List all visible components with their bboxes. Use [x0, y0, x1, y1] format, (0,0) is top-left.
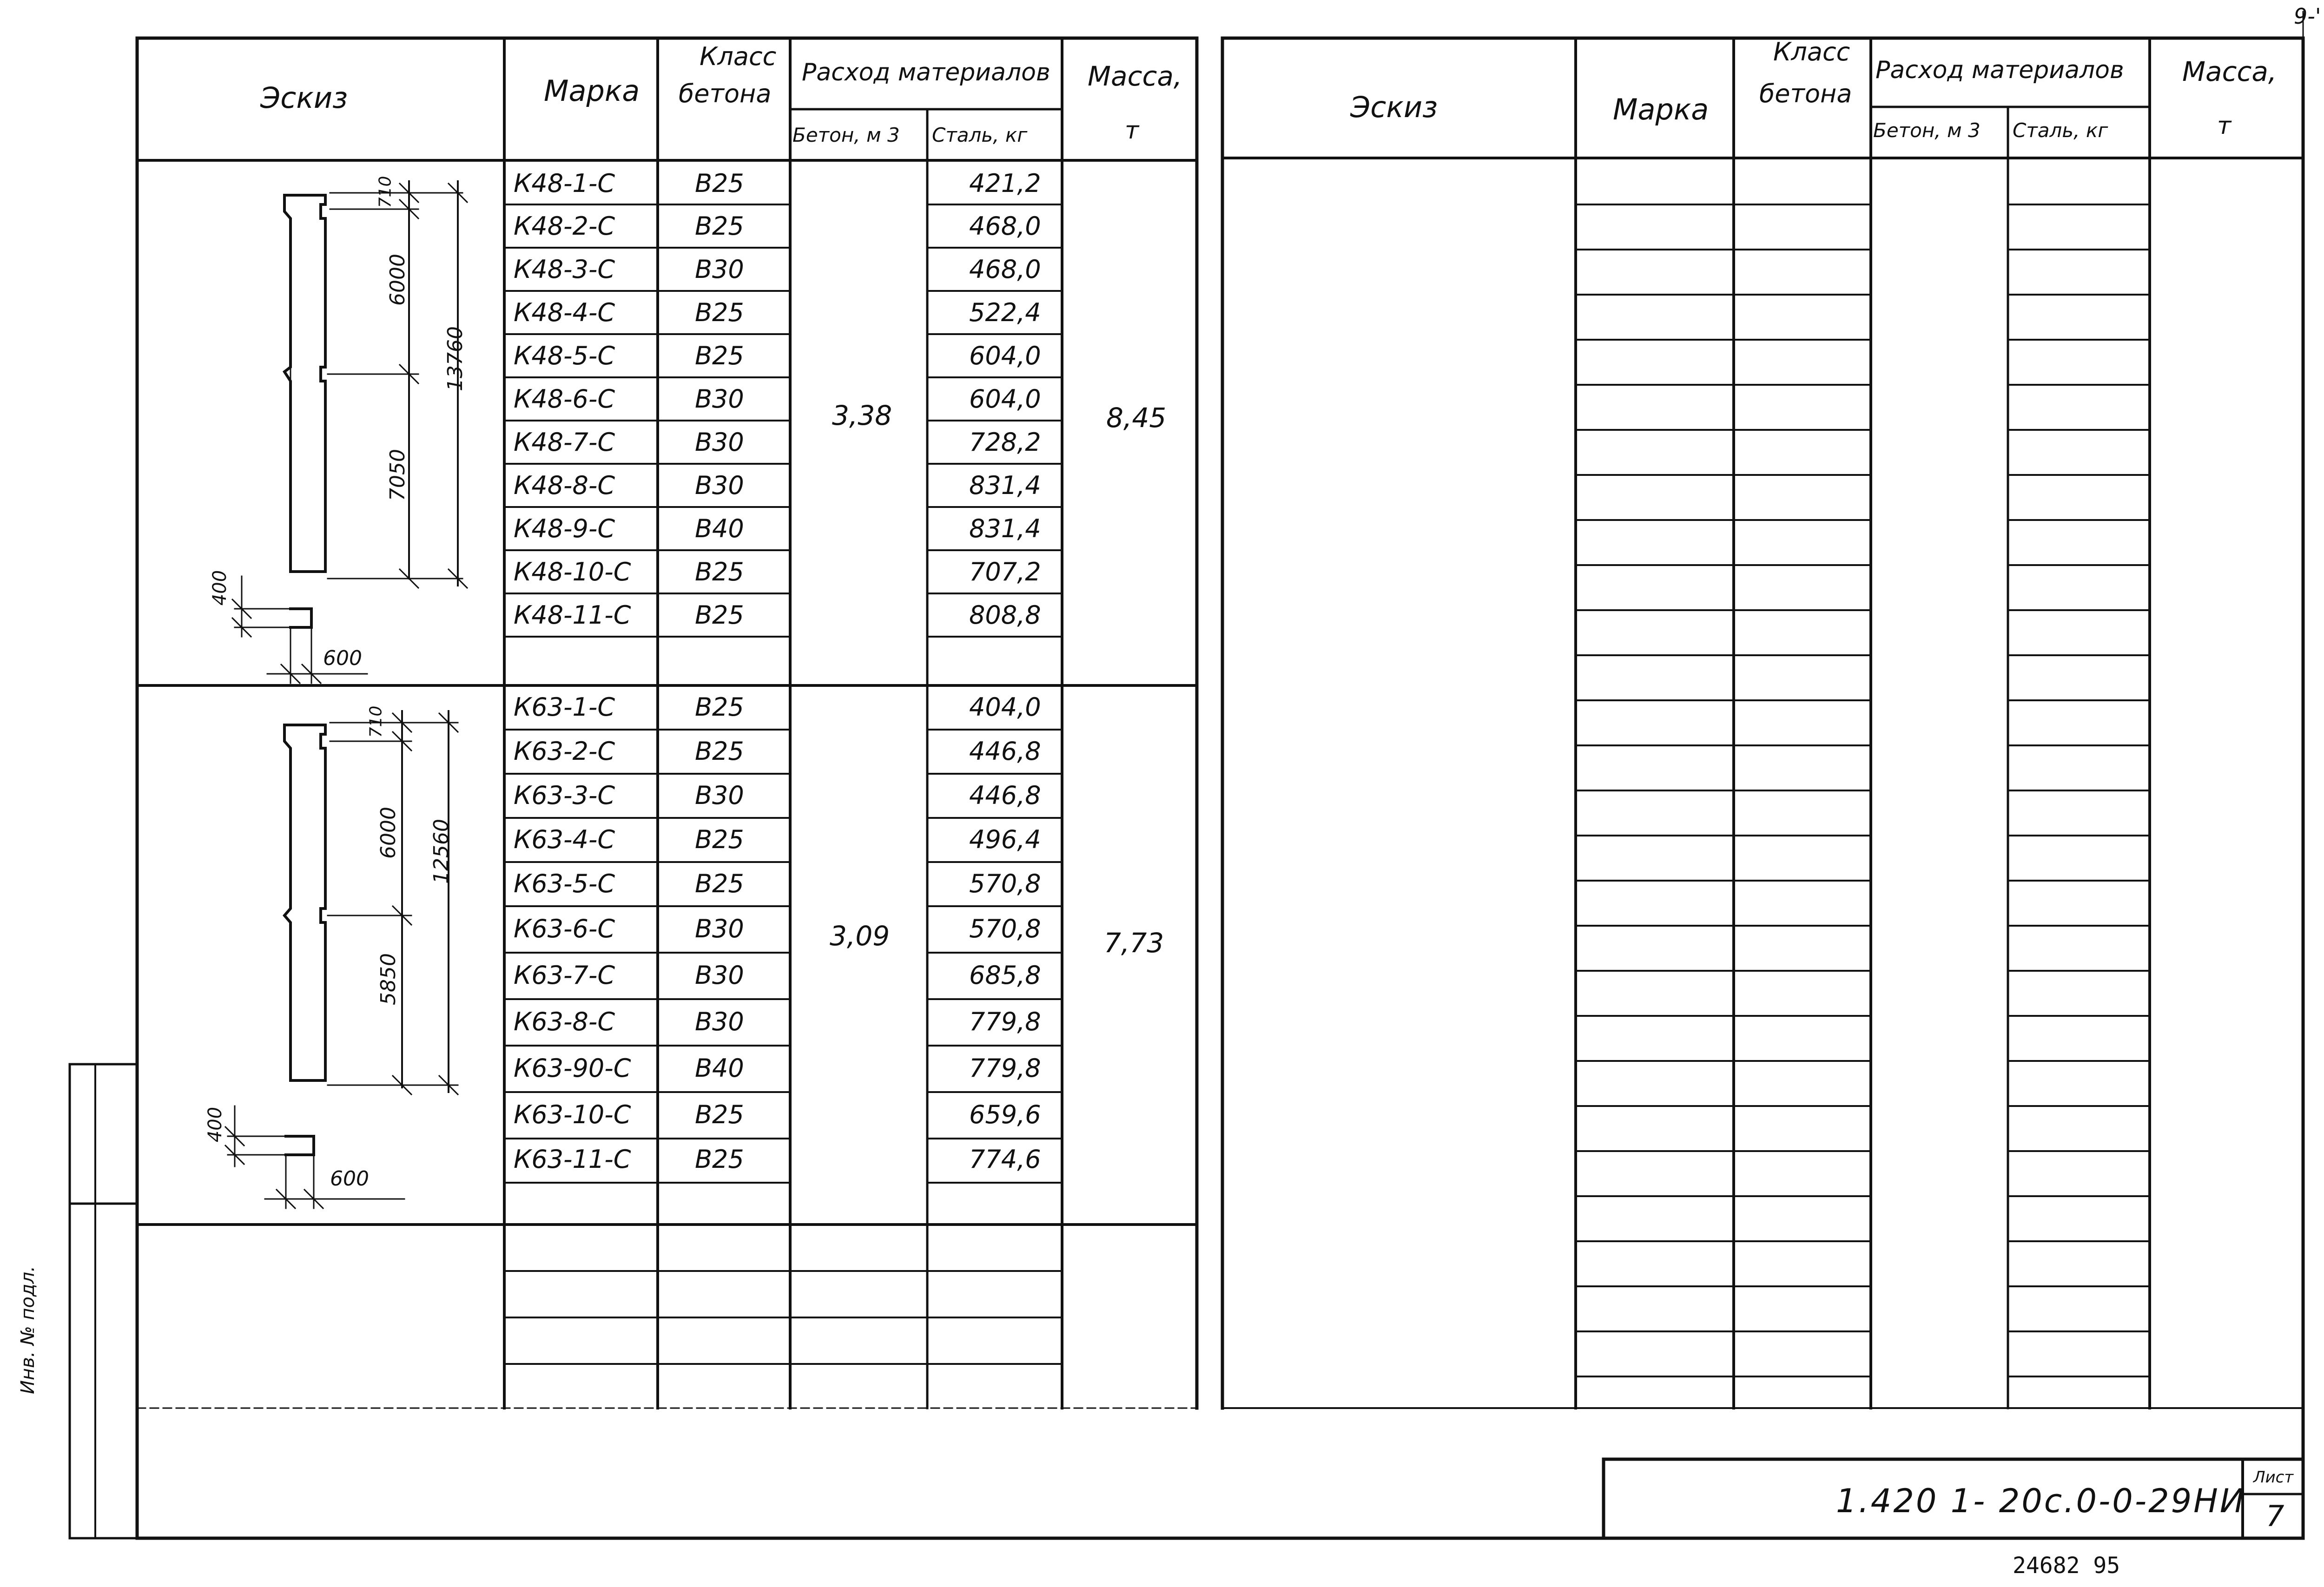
table-row-mark: К63-2-С	[514, 737, 615, 766]
header-class-2: бетона	[679, 79, 772, 108]
right-header-class-1: Класс	[1773, 37, 1850, 66]
table-row-class: В25	[695, 169, 744, 198]
table-row-mark: К48-2-С	[514, 211, 615, 241]
table-row-mark: К63-10-С	[514, 1100, 631, 1129]
table-row-class: В25	[695, 1100, 744, 1129]
table-row-steel: 831,4	[969, 471, 1041, 500]
stamp-sheet-label: Лист	[2253, 1468, 2294, 1487]
table-row-mark: К48-8-С	[514, 471, 615, 500]
table-row-steel: 446,8	[969, 737, 1041, 766]
right-header-steel: Сталь, кг	[2013, 119, 2108, 142]
table-row-mark: К63-6-С	[514, 914, 615, 943]
table-row-class: В25	[695, 1145, 744, 1174]
table-row-class: В40	[695, 1054, 744, 1083]
group2-dim-top: 710	[366, 705, 386, 738]
group1-dim-top: 710	[376, 176, 395, 208]
group1-dim-lower: 7050	[385, 449, 409, 501]
table-row-mark: К63-5-С	[514, 869, 615, 898]
table-row-mark: К48-7-С	[514, 428, 615, 457]
table-row-steel: 570,8	[969, 869, 1041, 898]
table-row-class: В25	[695, 692, 744, 722]
right-header-class-2: бетона	[1759, 79, 1852, 108]
table-row-steel: 774,6	[969, 1145, 1041, 1174]
table-row-class: В30	[695, 428, 744, 457]
group1-concrete-volume: 3,38	[832, 400, 892, 431]
group2-concrete-volume: 3,09	[830, 920, 890, 952]
group1-dim-total: 13760	[443, 326, 467, 391]
table-row-mark: К48-1-С	[514, 169, 615, 198]
table-row-mark: К63-1-С	[514, 692, 615, 722]
table-row-mark: К63-8-С	[514, 1007, 615, 1036]
table-row-class: В30	[695, 961, 744, 990]
header-class-1: Класс	[700, 42, 777, 71]
left-empty-row-lines	[504, 1271, 1062, 1364]
table-row-steel: 685,8	[969, 961, 1041, 990]
group2-dim-total: 12560	[429, 819, 453, 884]
table-row-class: В30	[695, 1007, 744, 1036]
group1-dim-upper: 6000	[385, 254, 409, 306]
table-row-class: В25	[695, 557, 744, 586]
table-row-steel: 831,4	[969, 514, 1041, 543]
table-row-steel: 604,0	[969, 341, 1041, 370]
group2-dim-base-w: 600	[330, 1167, 369, 1191]
stamp-sheet-number: 7	[2266, 1499, 2284, 1533]
column-sketch-k48	[232, 181, 467, 683]
table-row-steel: 779,8	[969, 1007, 1041, 1036]
header-sketch: Эскиз	[260, 81, 348, 115]
right-table-grid	[1222, 38, 2303, 1408]
header-materials: Расход материалов	[802, 59, 1050, 86]
right-header-mark: Марка	[1613, 92, 1709, 126]
header-mark: Марка	[544, 74, 640, 108]
table-row-mark: К48-10-С	[514, 557, 631, 586]
table-row-class: В25	[695, 298, 744, 327]
group2-mass: 7,73	[1104, 927, 1164, 959]
table-row-steel: 496,4	[969, 825, 1041, 854]
right-header-mass-1: Масса,	[2182, 56, 2277, 87]
group2-dim-base-h: 400	[205, 1106, 226, 1143]
table-row-steel: 604,0	[969, 384, 1041, 414]
bottom-number: 24682 95	[2013, 1553, 2120, 1579]
group2-dim-lower: 5850	[376, 953, 400, 1005]
table-row-class: В25	[695, 869, 744, 898]
table-row-steel: 659,6	[969, 1100, 1041, 1129]
margin-text: Инв. № подл.	[17, 1266, 39, 1394]
table-row-class: В25	[695, 600, 744, 630]
table-row-class: В30	[695, 471, 744, 500]
right-row-lines	[1576, 204, 2150, 1376]
stamp-code: 1.420 1- 20с.0-0-29НИ	[1836, 1482, 2246, 1520]
table-row-class: В30	[695, 781, 744, 810]
column-sketch-k63	[225, 711, 458, 1208]
table-row-mark: К63-3-С	[514, 781, 615, 810]
table-row-steel: 808,8	[969, 600, 1041, 630]
table-row-class: В30	[695, 255, 744, 284]
table-row-class: В40	[695, 514, 744, 543]
outer-frame	[70, 12, 2303, 1538]
table-row-class: В30	[695, 384, 744, 414]
table-row-mark: К48-3-С	[514, 255, 615, 284]
right-header-concrete-volume: Бетон, м 3	[1873, 119, 1981, 142]
table-row-steel: 570,8	[969, 914, 1041, 943]
header-mass-2: т	[1125, 117, 1139, 145]
right-header-materials: Расход материалов	[1875, 56, 2124, 84]
table-row-steel: 468,0	[969, 255, 1041, 284]
table-row-mark: К63-11-С	[514, 1145, 631, 1174]
table-row-steel: 446,8	[969, 781, 1041, 810]
table-row-steel: 404,0	[969, 692, 1041, 722]
table-row-mark: К48-11-С	[514, 600, 631, 630]
group1-dim-base-w: 600	[323, 646, 362, 670]
table-row-mark: К63-4-С	[514, 825, 615, 854]
corner-mark: 9-'	[2294, 4, 2321, 29]
header-steel: Сталь, кг	[932, 124, 1028, 146]
header-mass-1: Масса,	[1088, 60, 1182, 92]
table-row-class: В25	[695, 825, 744, 854]
table-row-steel: 707,2	[969, 557, 1041, 586]
table-row-mark: К48-9-С	[514, 514, 615, 543]
table-row-mark: К48-4-С	[514, 298, 615, 327]
table-row-class: В25	[695, 211, 744, 241]
table-row-class: В25	[695, 737, 744, 766]
table-row-mark: К63-90-С	[514, 1054, 631, 1083]
table-row-steel: 779,8	[969, 1054, 1041, 1083]
table-row-mark: К48-5-С	[514, 341, 615, 370]
group1-mass: 8,45	[1106, 402, 1167, 434]
table-row-mark: К63-7-С	[514, 961, 615, 990]
table-row-mark: К48-6-С	[514, 384, 615, 414]
table-row-steel: 728,2	[969, 428, 1041, 457]
right-header-mass-2: т	[2217, 112, 2232, 140]
table-row-steel: 522,4	[969, 298, 1041, 327]
right-header-sketch: Эскиз	[1350, 90, 1438, 124]
group1-dim-base-h: 400	[209, 570, 231, 606]
table-row-class: В30	[695, 914, 744, 943]
table-row-steel: 468,0	[969, 211, 1041, 241]
table-row-class: В25	[695, 341, 744, 370]
table-row-steel: 421,2	[969, 169, 1041, 198]
header-concrete-volume: Бетон, м 3	[792, 124, 900, 146]
group2-dim-upper: 6000	[376, 807, 400, 859]
